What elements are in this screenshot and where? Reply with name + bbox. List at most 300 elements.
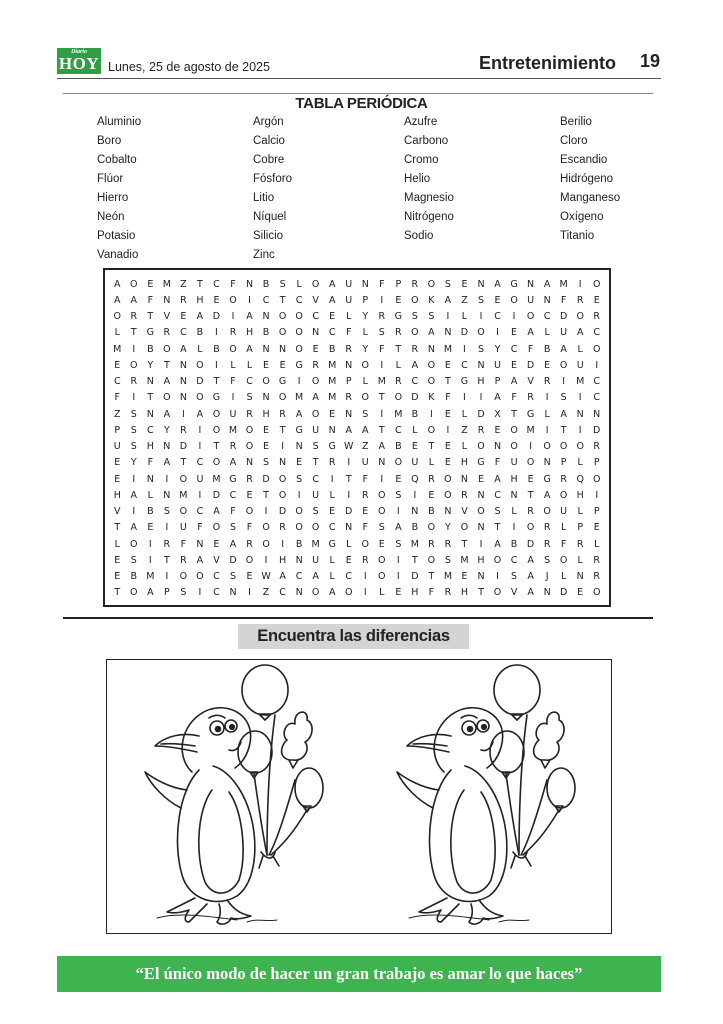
grid-letter: S: [312, 506, 319, 518]
grid-letter: E: [329, 311, 336, 323]
grid-letter: T: [345, 473, 352, 485]
grid-letter: L: [544, 327, 550, 339]
grid-letter: A: [444, 294, 452, 306]
grid-letter: W: [344, 441, 354, 453]
newspaper-logo: [57, 48, 101, 74]
grid-letter: I: [380, 408, 384, 420]
grid-letter: O: [592, 343, 601, 355]
grid-letter: O: [163, 343, 171, 355]
grid-letter: L: [461, 441, 468, 453]
quote-banner: “El único modo de hacer un gran trabajo es amar lo que haces”: [57, 956, 661, 992]
grid-letter: E: [593, 522, 600, 534]
grid-letter: S: [312, 441, 319, 453]
grid-letter: T: [511, 408, 517, 420]
grid-letter: H: [196, 294, 204, 306]
grid-letter: I: [264, 506, 268, 518]
grid-letter: U: [312, 424, 320, 436]
grid-letter: O: [427, 359, 436, 371]
grid-letter: O: [278, 392, 287, 404]
grid-letter: N: [593, 408, 601, 420]
grid-letter: L: [511, 506, 517, 518]
grid-letter: S: [263, 457, 270, 469]
grid-letter: L: [577, 506, 583, 518]
grid-letter: I: [479, 311, 483, 323]
grid-letter: F: [197, 522, 203, 534]
grid-letter: I: [248, 587, 251, 599]
grid-letter: M: [576, 376, 585, 388]
grid-letter: C: [295, 571, 303, 583]
grid-letter: E: [263, 441, 270, 453]
grid-letter: E: [544, 359, 551, 371]
grid-letter: O: [229, 294, 237, 306]
grid-letter: O: [278, 473, 287, 485]
grid-letter: T: [279, 294, 286, 306]
grid-letter: E: [395, 294, 402, 306]
grid-letter: D: [212, 489, 221, 501]
grid-letter: A: [345, 424, 352, 436]
grid-letter: O: [245, 506, 254, 518]
word-list-item: Níquel: [253, 211, 287, 223]
grid-letter: I: [396, 571, 400, 583]
grid-letter: N: [179, 392, 187, 404]
word-list-item: Flúor: [97, 173, 124, 185]
grid-letter: E: [527, 473, 534, 485]
grid-letter: I: [380, 294, 384, 306]
grid-letter: S: [229, 571, 236, 583]
grid-letter: L: [461, 311, 468, 323]
grid-letter: N: [179, 359, 187, 371]
grid-letter: R: [345, 343, 353, 355]
grid-letter: A: [229, 457, 237, 469]
grid-letter: G: [146, 327, 155, 339]
grid-letter: L: [395, 359, 401, 371]
grid-letter: R: [543, 522, 551, 534]
grid-letter: S: [130, 408, 137, 420]
grid-letter: C: [510, 554, 518, 566]
grid-letter: A: [213, 506, 220, 518]
grid-letter: S: [180, 587, 187, 599]
grid-letter: O: [378, 489, 386, 501]
grid-letter: C: [494, 311, 501, 323]
grid-letter: O: [130, 587, 138, 599]
grid-letter: E: [444, 457, 451, 469]
grid-letter: G: [229, 473, 237, 485]
grid-letter: G: [510, 278, 518, 290]
grid-letter: A: [560, 408, 567, 420]
grid-letter: A: [378, 441, 386, 453]
grid-letter: O: [493, 554, 502, 566]
grid-letter: E: [395, 587, 402, 599]
grid-letter: A: [494, 278, 501, 290]
grid-letter: O: [262, 522, 270, 534]
grid-letter: I: [148, 554, 152, 566]
grid-letter: R: [180, 294, 187, 306]
grid-letter: O: [179, 571, 188, 583]
grid-letter: I: [479, 392, 483, 404]
grid-letter: E: [246, 571, 253, 583]
grid-letter: V: [461, 506, 468, 518]
grid-letter: M: [228, 424, 238, 436]
grid-letter: O: [427, 424, 436, 436]
grid-letter: T: [428, 571, 435, 583]
grid-letter: E: [362, 506, 369, 518]
word-list-item: Escandio: [560, 154, 608, 166]
grid-letter: L: [329, 489, 335, 501]
differences-illustration: [106, 659, 612, 934]
grid-letter: I: [148, 538, 152, 550]
grid-letter: E: [213, 294, 220, 306]
grid-letter: R: [428, 473, 435, 485]
grid-letter: O: [444, 489, 452, 501]
grid-letter: H: [262, 408, 270, 420]
grid-letter: O: [295, 522, 303, 534]
grid-letter: E: [279, 359, 286, 371]
grid-letter: F: [230, 506, 236, 518]
grid-letter: M: [212, 473, 221, 485]
grid-letter: Q: [411, 473, 419, 485]
grid-letter: O: [311, 376, 320, 388]
grid-letter: F: [379, 343, 385, 355]
grid-letter: N: [262, 343, 270, 355]
grid-letter: E: [180, 311, 187, 323]
section-divider: [63, 617, 653, 619]
grid-letter: L: [561, 571, 567, 583]
grid-letter: N: [245, 457, 254, 469]
grid-letter: R: [527, 506, 534, 518]
grid-letter: I: [562, 376, 566, 388]
grid-letter: F: [511, 392, 517, 404]
grid-letter: T: [114, 522, 121, 534]
grid-letter: O: [278, 311, 287, 323]
grid-letter: H: [477, 554, 485, 566]
grid-letter: O: [510, 294, 518, 306]
grid-letter: A: [114, 294, 121, 306]
grid-letter: A: [576, 327, 584, 339]
grid-letter: F: [560, 294, 567, 306]
grid-letter: N: [477, 522, 485, 534]
grid-letter: R: [543, 538, 551, 550]
grid-letter: O: [378, 571, 386, 583]
grid-letter: F: [362, 522, 368, 534]
grid-letter: I: [132, 506, 136, 518]
word-list-item: Sodio: [404, 230, 434, 242]
grid-letter: I: [529, 441, 532, 453]
grid-letter: F: [428, 587, 435, 599]
grid-letter: O: [245, 441, 254, 453]
grid-letter: E: [114, 457, 121, 469]
header-rule: [57, 78, 661, 79]
grid-letter: R: [180, 554, 187, 566]
grid-letter: R: [130, 376, 138, 388]
grid-letter: N: [510, 489, 518, 501]
grid-letter: D: [262, 473, 270, 485]
grid-letter: G: [394, 311, 403, 323]
grid-letter: E: [511, 359, 518, 371]
grid-letter: C: [328, 327, 336, 339]
grid-letter: L: [577, 457, 583, 469]
grid-letter: L: [346, 538, 352, 550]
grid-letter: H: [477, 376, 485, 388]
grid-letter: T: [263, 489, 269, 501]
grid-letter: G: [460, 376, 469, 388]
grid-letter: E: [444, 408, 451, 420]
grid-letter: C: [411, 376, 419, 388]
grid-letter: B: [510, 538, 518, 550]
grid-letter: S: [229, 522, 236, 534]
grid-letter: C: [279, 587, 286, 599]
grid-letter: C: [295, 294, 303, 306]
grid-letter: N: [295, 554, 303, 566]
grid-letter: D: [345, 506, 353, 518]
grid-letter: A: [163, 457, 171, 469]
grid-letter: C: [246, 376, 253, 388]
grid-letter: E: [114, 473, 121, 485]
grid-letter: E: [114, 359, 121, 371]
grid-letter: V: [163, 311, 171, 323]
grid-letter: T: [180, 457, 187, 469]
grid-letter: A: [229, 538, 237, 550]
grid-letter: O: [559, 489, 568, 501]
grid-letter: O: [477, 441, 485, 453]
grid-letter: S: [428, 311, 435, 323]
grid-letter: O: [311, 587, 320, 599]
grid-letter: N: [295, 441, 303, 453]
grid-letter: I: [165, 571, 169, 583]
grid-letter: M: [526, 424, 535, 436]
grid-letter: B: [428, 506, 435, 518]
grid-letter: V: [312, 294, 319, 306]
grid-letter: A: [246, 311, 253, 323]
grid-letter: P: [494, 376, 501, 388]
grid-letter: D: [526, 359, 535, 371]
grid-letter: I: [545, 392, 549, 404]
issue-date: Lunes, 25 de agosto de 2025: [108, 60, 270, 74]
grid-letter: M: [443, 343, 453, 355]
grid-letter: M: [295, 392, 304, 404]
grid-letter: C: [312, 473, 319, 485]
grid-letter: I: [132, 473, 136, 485]
grid-letter: M: [162, 278, 171, 290]
word-list-item: Aluminio: [97, 116, 142, 128]
grid-letter: Z: [461, 294, 468, 306]
grid-letter: O: [229, 343, 237, 355]
grid-letter: I: [545, 424, 549, 436]
grid-letter: O: [245, 424, 254, 436]
grid-letter: N: [279, 457, 287, 469]
grid-letter: M: [311, 538, 320, 550]
grid-letter: N: [146, 376, 154, 388]
grid-letter: O: [394, 392, 403, 404]
grid-letter: I: [198, 424, 202, 436]
grid-letter: E: [461, 278, 468, 290]
grid-letter: R: [361, 489, 369, 501]
grid-letter: B: [262, 278, 270, 290]
grid-letter: D: [477, 408, 485, 420]
grid-letter: B: [262, 327, 270, 339]
grid-letter: Y: [445, 522, 451, 534]
grid-letter: G: [526, 408, 535, 420]
grid-letter: I: [595, 489, 599, 501]
grid-letter: R: [444, 538, 452, 550]
grid-letter: O: [262, 538, 270, 550]
grid-letter: O: [196, 392, 204, 404]
grid-letter: I: [512, 311, 516, 323]
grid-letter: M: [328, 359, 337, 371]
grid-letter: F: [345, 327, 352, 339]
grid-letter: L: [412, 424, 418, 436]
grid-letter: A: [312, 392, 319, 404]
grid-letter: E: [577, 587, 584, 599]
grid-letter: T: [114, 587, 121, 599]
grid-letter: U: [312, 489, 320, 501]
grid-letter: A: [246, 343, 253, 355]
word-list-item: Carbono: [404, 135, 449, 147]
grid-letter: F: [379, 278, 385, 290]
grid-letter: B: [543, 343, 551, 355]
grid-letter: O: [576, 311, 584, 323]
grid-letter: N: [460, 473, 468, 485]
grid-letter: N: [146, 408, 154, 420]
grid-letter: I: [281, 441, 284, 453]
grid-letter: N: [543, 294, 551, 306]
grid-letter: E: [444, 359, 451, 371]
grid-letter: T: [147, 392, 154, 404]
grid-letter: I: [132, 343, 136, 355]
grid-letter: G: [295, 424, 303, 436]
grid-letter: R: [477, 424, 485, 436]
grid-letter: T: [395, 343, 402, 355]
grid-letter: R: [461, 489, 468, 501]
grid-letter: F: [180, 538, 187, 550]
grid-letter: P: [362, 294, 369, 306]
grid-letter: L: [246, 359, 253, 371]
grid-letter: N: [543, 587, 551, 599]
grid-letter: O: [344, 587, 353, 599]
grid-letter: V: [114, 506, 121, 518]
grid-letter: F: [114, 392, 120, 404]
grid-letter: O: [113, 311, 121, 323]
grid-letter: O: [130, 359, 138, 371]
grid-letter: N: [411, 506, 419, 518]
word-list-item: Helio: [404, 173, 431, 185]
grid-letter: N: [328, 424, 336, 436]
grid-letter: R: [411, 278, 419, 290]
grid-letter: L: [329, 554, 335, 566]
grid-letter: M: [559, 278, 568, 290]
grid-letter: S: [378, 327, 385, 339]
grid-letter: D: [526, 538, 535, 550]
grid-letter: A: [328, 294, 336, 306]
grid-letter: E: [444, 441, 451, 453]
grid-letter: L: [230, 359, 236, 371]
grid-letter: Y: [130, 457, 137, 469]
grid-letter: O: [130, 278, 138, 290]
grid-letter: N: [196, 538, 204, 550]
grid-letter: C: [312, 311, 319, 323]
word-list-item: Boro: [97, 135, 122, 147]
grid-letter: L: [594, 538, 600, 550]
grid-letter: H: [113, 489, 121, 501]
grid-letter: I: [380, 359, 384, 371]
grid-letter: I: [479, 538, 483, 550]
header-rule-thin: [63, 93, 653, 94]
grid-letter: A: [560, 343, 567, 355]
grid-letter: E: [114, 554, 121, 566]
grid-letter: N: [378, 457, 386, 469]
grid-letter: O: [592, 587, 601, 599]
wordsearch-grid-cells: [109, 276, 605, 601]
grid-letter: R: [246, 473, 253, 485]
grid-letter: I: [264, 554, 268, 566]
grid-letter: N: [543, 457, 551, 469]
grid-letter: A: [494, 473, 501, 485]
grid-letter: N: [477, 571, 485, 583]
grid-letter: A: [527, 587, 534, 599]
grid-letter: E: [411, 441, 418, 453]
grid-letter: A: [395, 522, 402, 534]
grid-letter: P: [395, 278, 402, 290]
grid-letter: S: [395, 489, 402, 501]
grid-letter: G: [212, 392, 221, 404]
grid-letter: R: [130, 311, 138, 323]
grid-letter: O: [130, 538, 138, 550]
grid-letter: A: [411, 359, 419, 371]
grid-letter: G: [328, 441, 336, 453]
grid-letter: R: [428, 538, 435, 550]
grid-letter: E: [378, 538, 385, 550]
penguin-left: [145, 665, 323, 924]
grid-letter: O: [179, 506, 188, 518]
grid-letter: M: [443, 571, 453, 583]
grid-letter: C: [196, 457, 204, 469]
grid-letter: E: [395, 473, 402, 485]
grid-letter: B: [147, 343, 154, 355]
grid-letter: U: [576, 359, 584, 371]
grid-letter: I: [413, 489, 417, 501]
grid-letter: O: [378, 506, 386, 518]
grid-letter: E: [114, 571, 121, 583]
grid-letter: L: [114, 538, 120, 550]
grid-letter: E: [263, 424, 270, 436]
word-list: [97, 116, 637, 266]
grid-letter: N: [345, 522, 353, 534]
grid-letter: R: [279, 408, 286, 420]
grid-letter: U: [345, 278, 353, 290]
grid-letter: O: [278, 327, 287, 339]
grid-letter: A: [163, 408, 171, 420]
grid-letter: L: [362, 376, 368, 388]
grid-letter: N: [295, 587, 303, 599]
grid-letter: C: [510, 343, 518, 355]
grid-letter: G: [543, 473, 551, 485]
grid-letter: S: [444, 554, 451, 566]
grid-letter: O: [576, 441, 584, 453]
grid-letter: I: [496, 327, 499, 339]
grid-letter: L: [362, 327, 368, 339]
grid-letter: T: [130, 327, 137, 339]
grid-letter: R: [593, 554, 601, 566]
grid-letter: N: [576, 571, 584, 583]
grid-letter: O: [427, 278, 436, 290]
grid-letter: N: [262, 311, 270, 323]
grid-letter: E: [345, 554, 352, 566]
grid-letter: D: [196, 376, 204, 388]
grid-letter: I: [512, 522, 516, 534]
grid-letter: S: [511, 571, 518, 583]
grid-letter: C: [328, 522, 336, 534]
grid-letter: M: [328, 392, 337, 404]
word-list-item: Cobre: [253, 154, 285, 166]
